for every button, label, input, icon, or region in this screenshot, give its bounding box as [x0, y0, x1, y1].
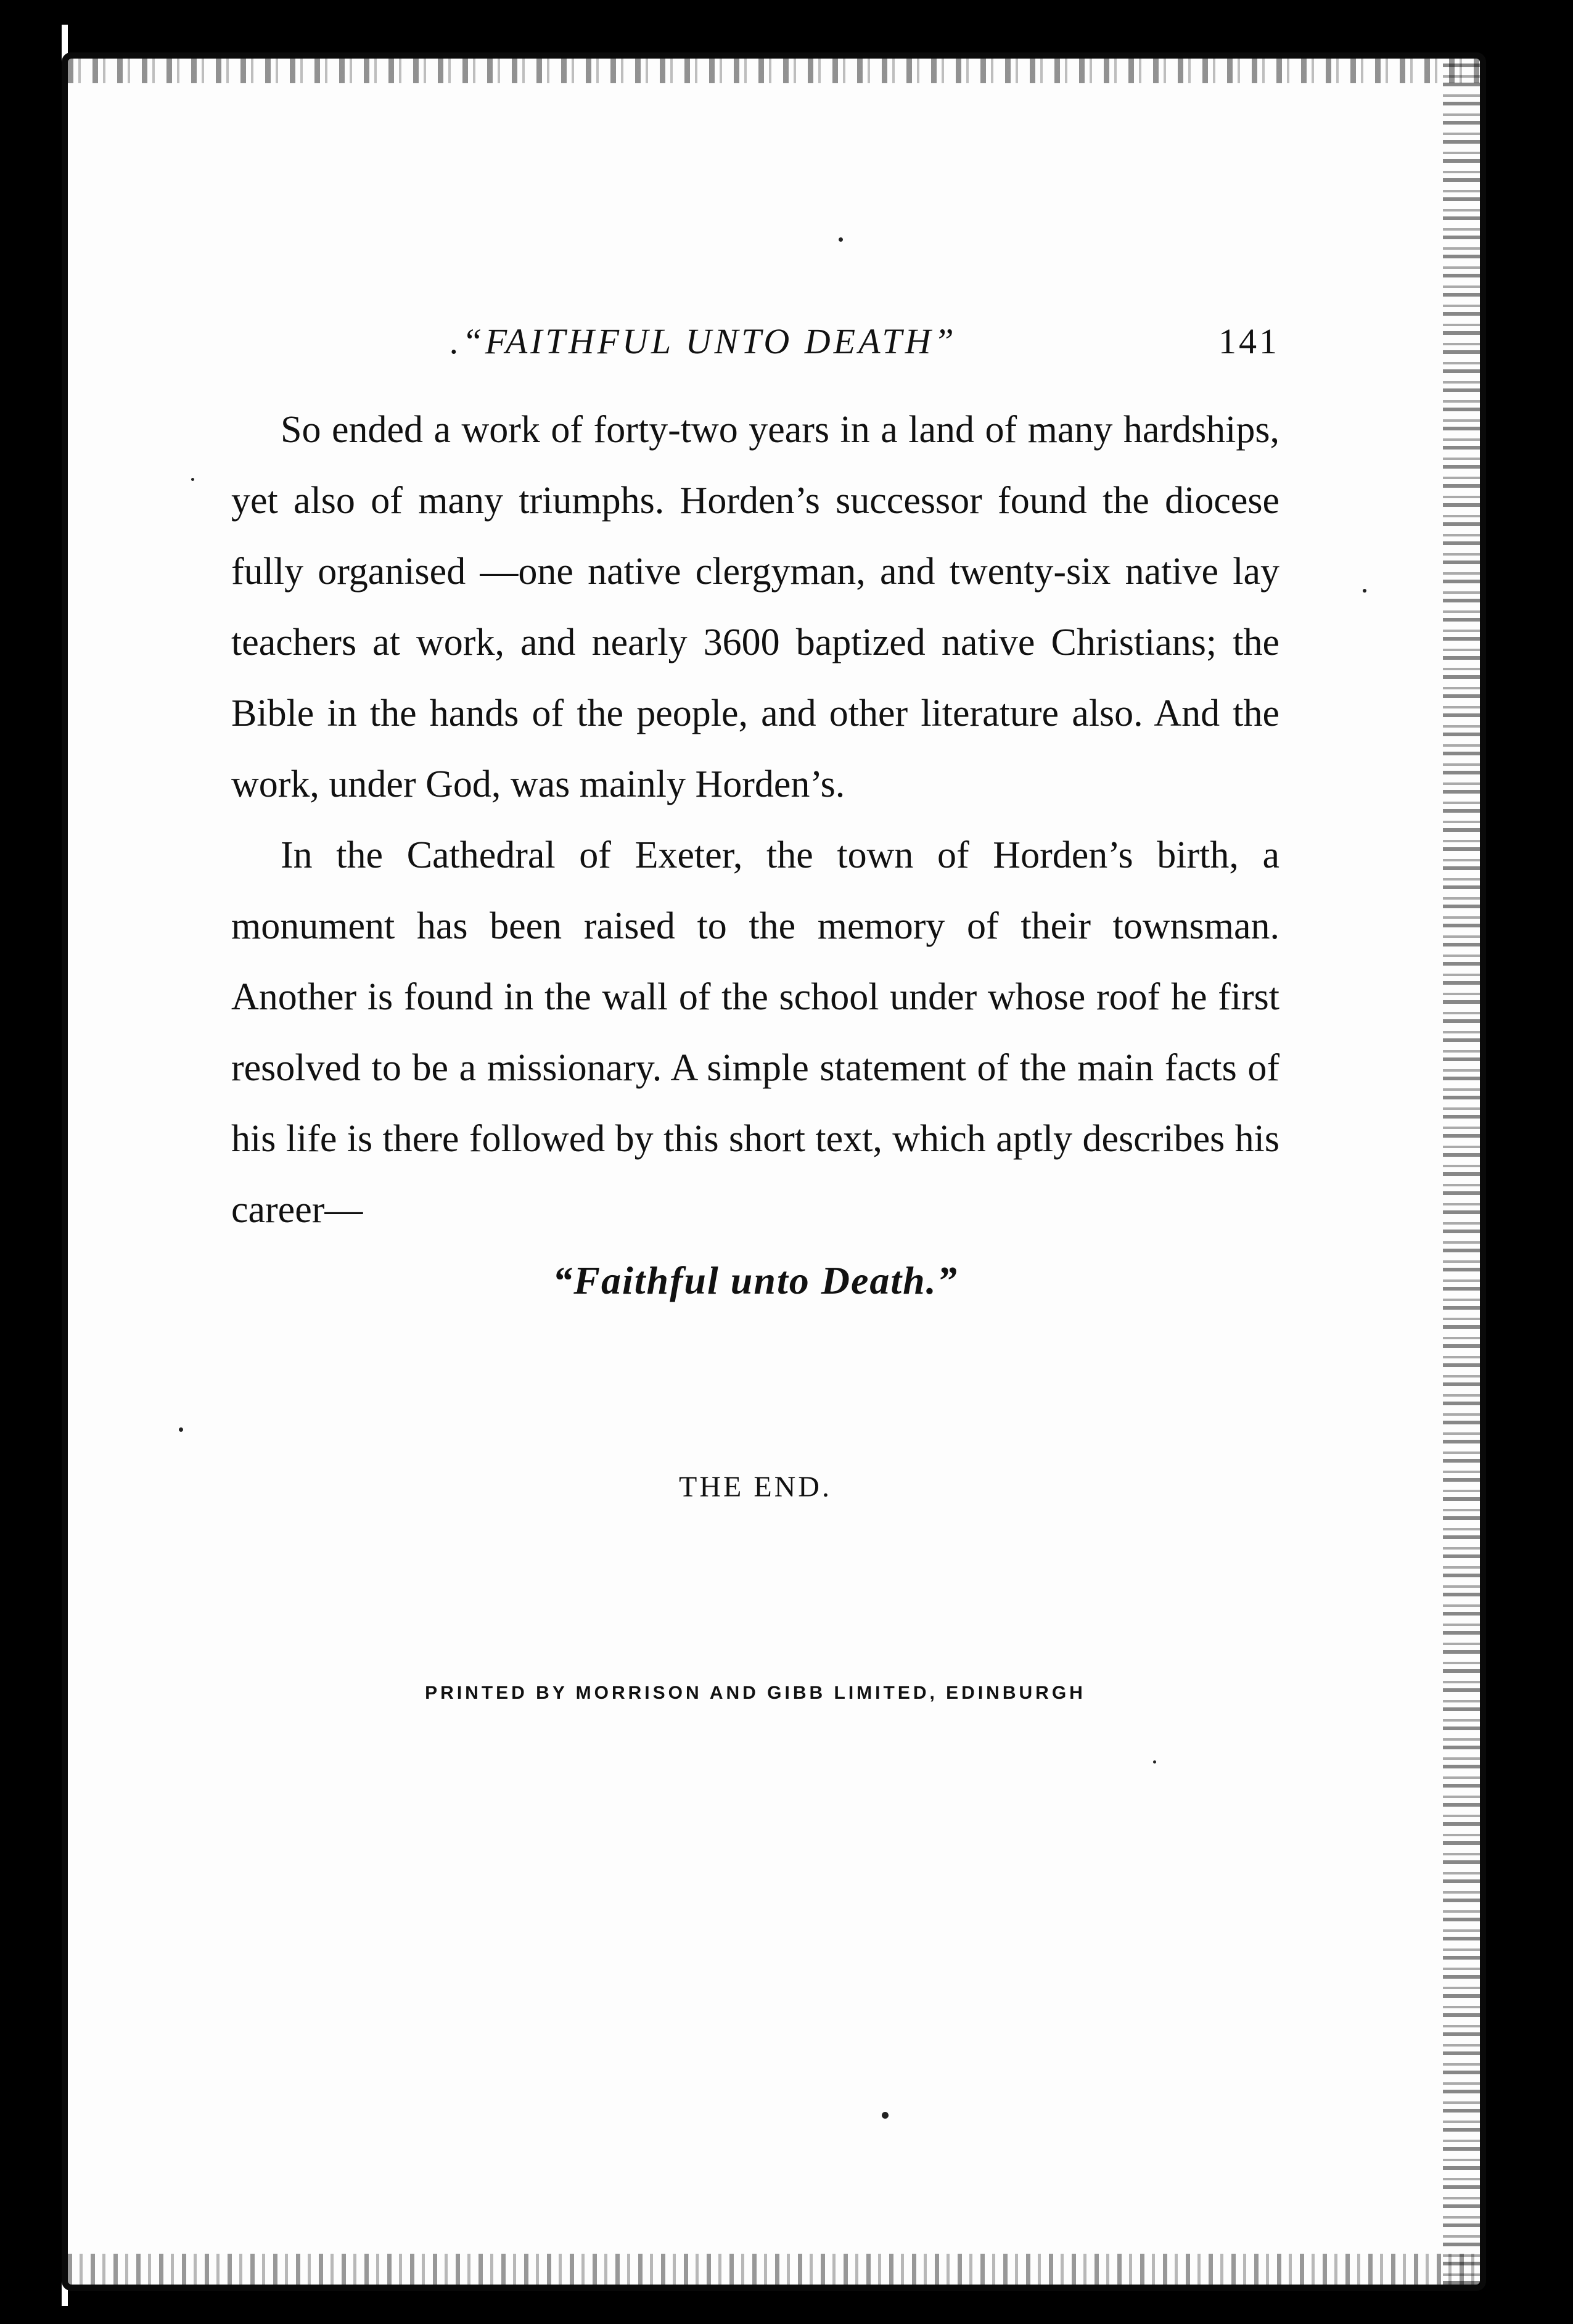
page-number: 141 [1218, 321, 1279, 361]
body-paragraph-2: In the Cathedral of Exeter, the town of Horden’s birth, a monument has been raised to the memory of their townsman. Another is found in the wall of the school under whose roof he first resolved to be a missionary. A simple statement of the main facts of his life is there followed by this short text, which aptly describes his career— [231, 834, 1279, 1231]
page-content [231, 321, 1279, 1704]
scan-speck [1153, 1760, 1156, 1764]
the-end-label: THE END. [679, 1471, 832, 1503]
page-edge-right [1443, 59, 1480, 2285]
body-paragraph-1: So ended a work of forty-two years in a land of many hardships, yet also of many triumphs. Horden’s successor found the diocese fully organised —one native clergyman, and twenty-six native lay teachers at work, and nearly 3600 baptized native Christians; the Bible in the hands of the people, and other literature also. And the work, under God, was mainly Horden’s. [231, 409, 1279, 805]
page-edge-top [68, 59, 1480, 83]
motto-text: “Faithful unto Death.” [552, 1258, 958, 1302]
binding-edge [62, 25, 68, 2306]
scan-speck [1363, 589, 1366, 593]
scan-speck [191, 478, 194, 481]
running-head-title: .“FAITHFUL UNTO DEATH” [450, 321, 957, 361]
printer-imprint: PRINTED BY MORRISON AND GIBB LIMITED, EDINBURGH [425, 1683, 1086, 1703]
scan-speck [179, 1427, 183, 1432]
scan-speck [839, 237, 843, 242]
scan-speck [882, 2112, 889, 2119]
running-head [231, 321, 1279, 370]
page-edge-bottom [68, 2254, 1480, 2285]
